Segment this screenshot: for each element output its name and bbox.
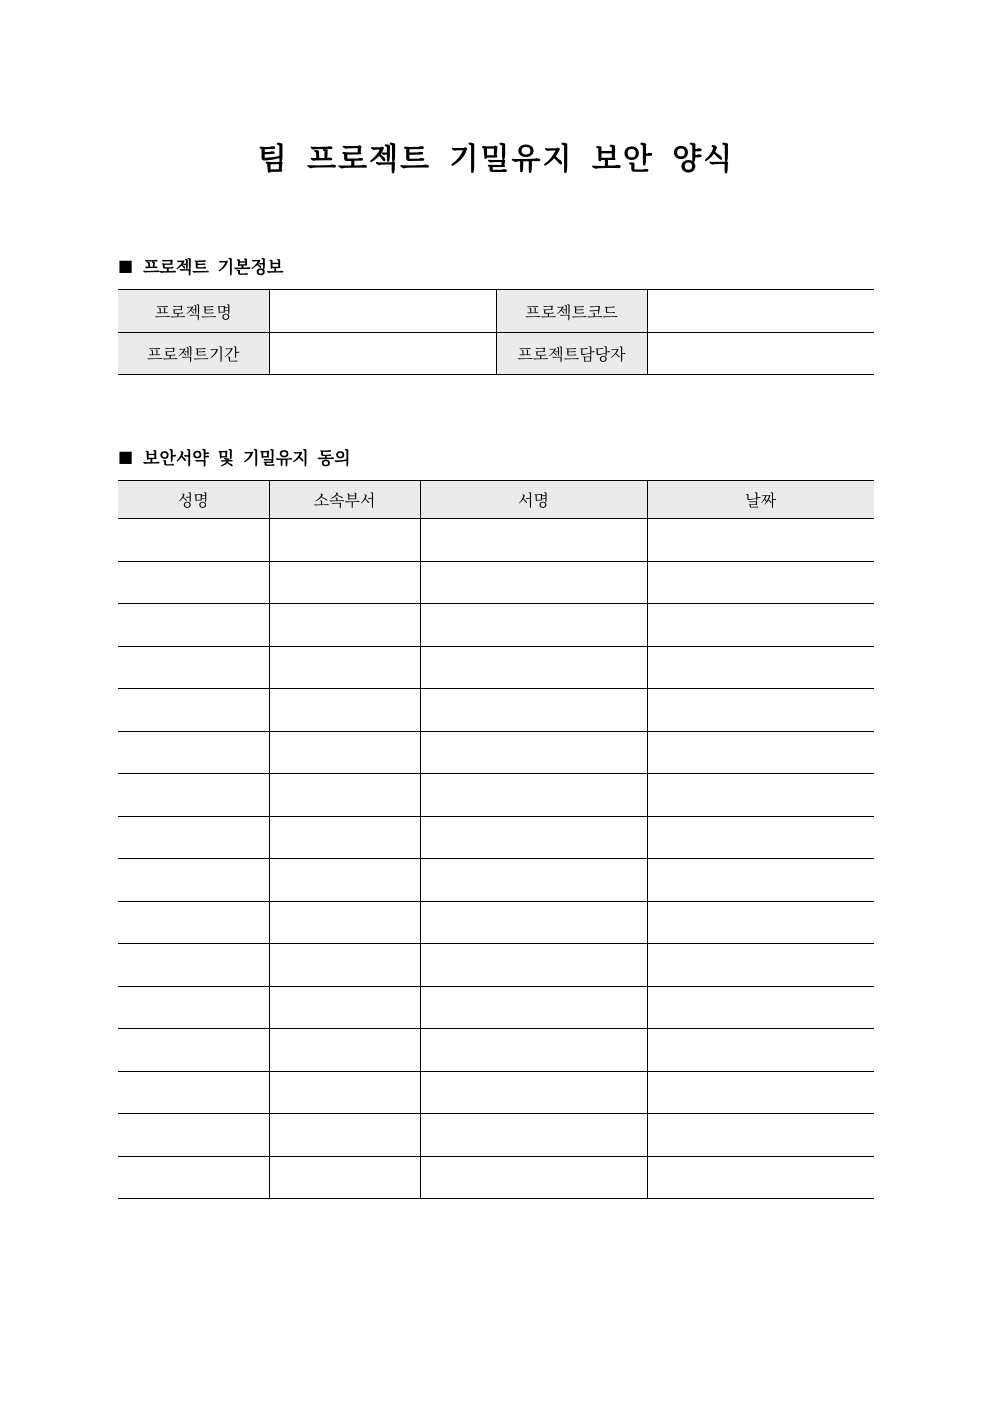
signature-cell[interactable] bbox=[420, 646, 647, 689]
name-cell[interactable] bbox=[118, 604, 269, 647]
department-cell[interactable] bbox=[269, 816, 420, 859]
square-bullet-icon: ■ bbox=[118, 447, 134, 466]
department-cell[interactable] bbox=[269, 689, 420, 732]
name-cell[interactable] bbox=[118, 944, 269, 987]
project-code-label: 프로젝트코드 bbox=[496, 290, 647, 333]
table-row bbox=[118, 1071, 874, 1114]
project-period-label: 프로젝트기간 bbox=[118, 333, 269, 375]
signature-cell[interactable] bbox=[420, 901, 647, 944]
column-header-name: 성명 bbox=[118, 481, 269, 519]
table-row bbox=[118, 604, 874, 647]
name-cell[interactable] bbox=[118, 859, 269, 902]
table-row bbox=[118, 290, 874, 333]
department-cell[interactable] bbox=[269, 731, 420, 774]
department-cell[interactable] bbox=[269, 1029, 420, 1072]
name-cell[interactable] bbox=[118, 689, 269, 732]
table-row bbox=[118, 646, 874, 689]
table-row bbox=[118, 689, 874, 732]
date-cell[interactable] bbox=[647, 561, 874, 604]
date-cell[interactable] bbox=[647, 1156, 874, 1199]
section-heading-project-info bbox=[118, 253, 283, 278]
date-cell[interactable] bbox=[647, 901, 874, 944]
signature-cell[interactable] bbox=[420, 604, 647, 647]
date-cell[interactable] bbox=[647, 1114, 874, 1157]
department-cell[interactable] bbox=[269, 1114, 420, 1157]
signature-cell[interactable] bbox=[420, 1071, 647, 1114]
department-cell[interactable] bbox=[269, 604, 420, 647]
date-cell[interactable] bbox=[647, 774, 874, 817]
agreement-table bbox=[118, 480, 874, 1199]
date-cell[interactable] bbox=[647, 986, 874, 1029]
project-name-field[interactable] bbox=[269, 290, 496, 333]
project-code-field[interactable] bbox=[647, 290, 874, 333]
name-cell[interactable] bbox=[118, 731, 269, 774]
column-header-department: 소속부서 bbox=[269, 481, 420, 519]
name-cell[interactable] bbox=[118, 561, 269, 604]
signature-cell[interactable] bbox=[420, 774, 647, 817]
date-cell[interactable] bbox=[647, 604, 874, 647]
department-cell[interactable] bbox=[269, 1071, 420, 1114]
name-cell[interactable] bbox=[118, 646, 269, 689]
department-cell[interactable] bbox=[269, 1156, 420, 1199]
date-cell[interactable] bbox=[647, 689, 874, 732]
signature-cell[interactable] bbox=[420, 731, 647, 774]
signature-cell[interactable] bbox=[420, 689, 647, 732]
date-cell[interactable] bbox=[647, 1071, 874, 1114]
column-header-signature: 서명 bbox=[420, 481, 647, 519]
table-row bbox=[118, 519, 874, 562]
project-period-field[interactable] bbox=[269, 333, 496, 375]
signature-cell[interactable] bbox=[420, 986, 647, 1029]
section-heading-label: 보안서약 및 기밀유지 동의 bbox=[143, 449, 351, 469]
project-name-label: 프로젝트명 bbox=[118, 290, 269, 333]
table-row bbox=[118, 944, 874, 987]
table-row bbox=[118, 859, 874, 902]
signature-cell[interactable] bbox=[420, 519, 647, 562]
signature-cell[interactable] bbox=[420, 816, 647, 859]
department-cell[interactable] bbox=[269, 901, 420, 944]
name-cell[interactable] bbox=[118, 519, 269, 562]
project-info-table bbox=[118, 289, 874, 375]
project-manager-field[interactable] bbox=[647, 333, 874, 375]
signature-cell[interactable] bbox=[420, 1029, 647, 1072]
department-cell[interactable] bbox=[269, 561, 420, 604]
department-cell[interactable] bbox=[269, 646, 420, 689]
project-manager-label: 프로젝트담당자 bbox=[496, 333, 647, 375]
signature-cell[interactable] bbox=[420, 561, 647, 604]
name-cell[interactable] bbox=[118, 1029, 269, 1072]
date-cell[interactable] bbox=[647, 519, 874, 562]
department-cell[interactable] bbox=[269, 859, 420, 902]
name-cell[interactable] bbox=[118, 774, 269, 817]
date-cell[interactable] bbox=[647, 1029, 874, 1072]
department-cell[interactable] bbox=[269, 944, 420, 987]
name-cell[interactable] bbox=[118, 1156, 269, 1199]
date-cell[interactable] bbox=[647, 731, 874, 774]
column-header-date: 날짜 bbox=[647, 481, 874, 519]
table-row bbox=[118, 561, 874, 604]
name-cell[interactable] bbox=[118, 816, 269, 859]
name-cell[interactable] bbox=[118, 1071, 269, 1114]
table-row bbox=[118, 1156, 874, 1199]
department-cell[interactable] bbox=[269, 774, 420, 817]
table-row bbox=[118, 816, 874, 859]
table-row bbox=[118, 986, 874, 1029]
table-row bbox=[118, 1029, 874, 1072]
name-cell[interactable] bbox=[118, 1114, 269, 1157]
signature-cell[interactable] bbox=[420, 859, 647, 902]
name-cell[interactable] bbox=[118, 901, 269, 944]
square-bullet-icon: ■ bbox=[118, 256, 134, 275]
signature-cell[interactable] bbox=[420, 944, 647, 987]
table-row bbox=[118, 1114, 874, 1157]
signature-cell[interactable] bbox=[420, 1114, 647, 1157]
table-row bbox=[118, 333, 874, 375]
signature-cell[interactable] bbox=[420, 1156, 647, 1199]
department-cell[interactable] bbox=[269, 519, 420, 562]
agreement-table-body bbox=[118, 519, 874, 1199]
department-cell[interactable] bbox=[269, 986, 420, 1029]
table-row bbox=[118, 774, 874, 817]
date-cell[interactable] bbox=[647, 944, 874, 987]
table-row bbox=[118, 901, 874, 944]
section-heading-label: 프로젝트 기본정보 bbox=[143, 258, 284, 278]
date-cell[interactable] bbox=[647, 859, 874, 902]
date-cell[interactable] bbox=[647, 816, 874, 859]
name-cell[interactable] bbox=[118, 986, 269, 1029]
table-header-row bbox=[118, 481, 874, 519]
document-title: 팀 프로젝트 기밀유지 보안 양식 bbox=[257, 142, 735, 177]
table-row bbox=[118, 731, 874, 774]
date-cell[interactable] bbox=[647, 646, 874, 689]
section-heading-agreement bbox=[118, 444, 351, 469]
